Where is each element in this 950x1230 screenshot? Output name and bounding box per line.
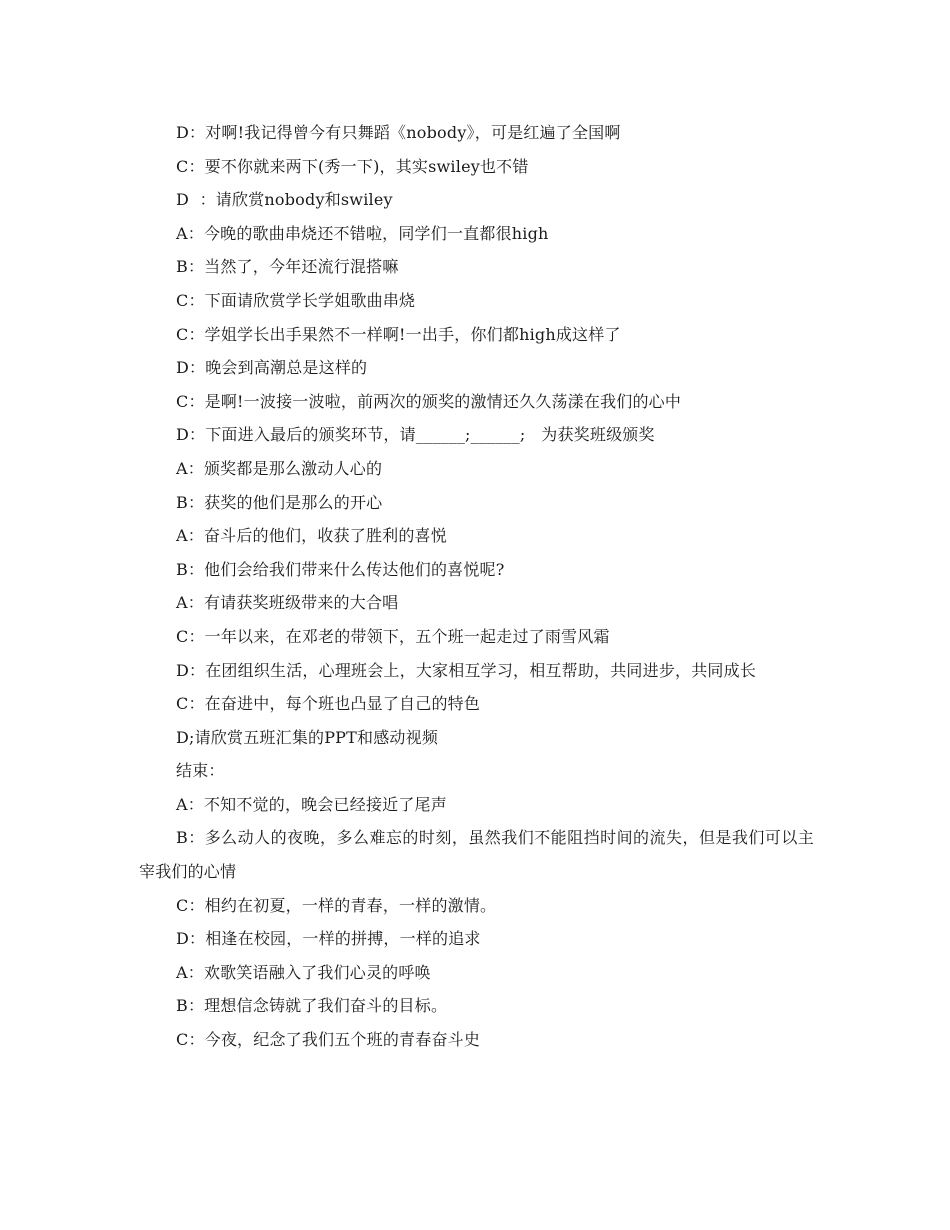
script-line: C：下面请欣赏学长学姐歌曲串烧 [176,290,416,310]
script-line: C：是啊!一波接一波啦，前两次的颁奖的激情还久久荡漾在我们的心中 [176,391,682,411]
script-line: A：不知不觉的，晚会已经接近了尾声 [176,794,447,814]
script-line: A：有请获奖班级带来的大合唱 [176,593,399,613]
script-line: A：今晚的歌曲串烧还不错啦，同学们一直都很high [176,223,549,243]
script-paragraph: D：在团组织生活，心理班会上，大家相互学习，相互帮助，共同进步，共同成长 [176,660,757,680]
script-line: D：对啊!我记得曾今有只舞蹈《nobody》，可是红遍了全国啊 [176,123,621,142]
script-line: C：今夜，纪念了我们五个班的青春奋斗史 [176,1030,481,1050]
section-heading-end: 结束： [176,761,225,781]
script-line: B：获奖的他们是那么的开心 [176,492,383,512]
script-line: A：奋斗后的他们，收获了胜利的喜悦 [176,526,447,546]
script-line: A：欢歌笑语融入了我们心灵的呼唤 [176,962,431,982]
script-paragraph: B：多么动人的夜晚，多么难忘的时刻，虽然我们不能阻挡时间的流失，但是我们可以主宰我们的心情 [139,828,814,882]
script-line: D;请欣赏五班汇集的PPT和感动视频 [176,727,439,747]
script-line: D：相逢在校园，一样的拼搏，一样的追求 [176,929,481,949]
script-line: B：他们会给我们带来什么传达他们的喜悦呢? [176,559,505,579]
script-line: D ：请欣赏nobody和swiley [176,190,393,210]
script-line: D：下面进入最后的颁奖环节，请______;______; 为获奖班级颁奖 [176,425,655,445]
script-line: C：相约在初夏，一样的青春，一样的激情。 [176,895,497,915]
script-line: D：晚会到高潮总是这样的 [176,358,368,378]
script-line: C：要不你就来两下(秀一下)，其实swiley也不错 [176,156,529,176]
script-line: C：一年以来，在邓老的带领下，五个班一起走过了雨雪风霜 [176,626,610,646]
script-line: C：学姐学长出手果然不一样啊!一出手，你们都high成这样了 [176,324,621,344]
document-body [139,116,814,1057]
script-line: B：理想信念铸就了我们奋斗的目标。 [176,996,448,1016]
script-line: C：在奋进中，每个班也凸显了自己的特色 [176,694,481,714]
script-line: A：颁奖都是那么激动人心的 [176,458,383,478]
script-line: B：当然了，今年还流行混搭嘛 [176,257,399,277]
